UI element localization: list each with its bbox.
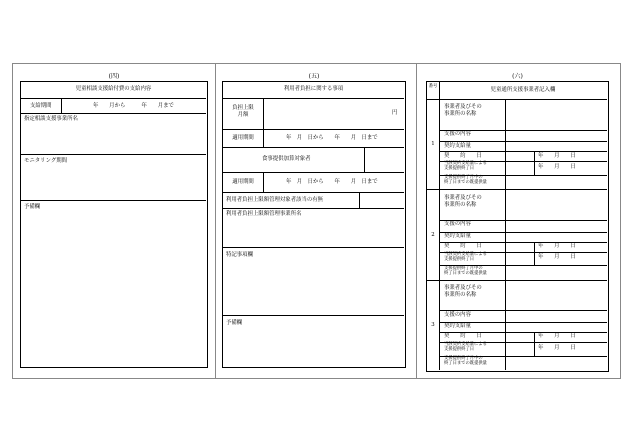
panel6-remaining-label-2: 終了日までの既提供量 <box>444 270 487 276</box>
panel6-remaining-label-1: 支援提供終了月中の <box>444 175 483 181</box>
panel5-reserve-label: 予備欄 <box>226 320 243 326</box>
panel6-end-label-1: 当該契約支給量による <box>444 341 487 347</box>
panel6-end-label-2: 支援提供終了日 <box>444 166 475 172</box>
panel6-row-number: 3 <box>431 321 435 328</box>
panel5-number: (五) <box>308 73 320 80</box>
panel5-meal-label: 食事提供加算対象者 <box>262 156 311 162</box>
panel6-row-number: 2 <box>431 231 435 238</box>
panel5-yen: 円 <box>392 110 398 116</box>
panel4-monitoring-label: モニタリング期間 <box>24 158 68 164</box>
panel6-title: 児童通所支援事業者記入欄 <box>490 87 556 93</box>
panel6-end-date-value: 年 月 日 <box>538 254 576 261</box>
panel5-limit-label-2: 月額 <box>237 112 249 118</box>
panel6-amount-label: 契約支給量 <box>444 142 471 149</box>
panel6-no-label: 番号 <box>428 84 438 89</box>
panel6-content-label: 支援の内容 <box>444 311 471 318</box>
panel6-remaining-label-1: 支援提供終了月中の <box>444 355 483 361</box>
panel6-office-label-1: 事業者及びその <box>444 285 482 292</box>
panel6-end-label-1: 当該契約支給量による <box>444 161 487 167</box>
panel6-contract-date-label: 契 約 日 <box>444 152 482 159</box>
panel6-end-date-value: 年 月 日 <box>538 164 576 171</box>
panel6-contract-date-label: 契 約 日 <box>444 333 482 340</box>
panel6-office-label-2: 事業所の名称 <box>444 292 477 299</box>
panel6-office-label-2: 事業所の名称 <box>444 111 477 118</box>
panel6-contract-date-value: 年 月 日 <box>538 333 576 340</box>
panel6-end-label-1: 当該契約支給量による <box>444 251 487 257</box>
panel5-period-label: 適用期間 <box>232 135 254 141</box>
panel6-content-label: 支援の内容 <box>444 131 471 138</box>
panel6-contract-date-value: 年 月 日 <box>538 243 576 250</box>
panel5-period-value: 年 月 日から 年 月 日まで <box>286 135 378 141</box>
panel6-amount-label: 契約支給量 <box>444 233 471 240</box>
panel6-number: (六) <box>512 73 523 80</box>
panel6-row-number: 1 <box>431 141 435 148</box>
panel-divider-2 <box>416 63 417 379</box>
panel6-contract-date-label: 契 約 日 <box>444 243 482 250</box>
panel5-period2-label: 適用期間 <box>232 179 254 185</box>
panel6-remaining-label-2: 終了日までの既提供量 <box>444 180 487 186</box>
panel6-office-label-1: 事業者及びその <box>444 194 482 201</box>
panel6-content-label: 支援の内容 <box>444 221 471 228</box>
panel6-remaining-label-1: 支援提供終了月中の <box>444 265 483 271</box>
panel-divider-1 <box>215 63 216 379</box>
panel6-amount-label: 契約支給量 <box>444 323 471 330</box>
panel5-box <box>222 81 406 368</box>
panel5-limit-label-1: 負担上限 <box>232 105 254 111</box>
panel6-end-label-2: 支援提供終了日 <box>444 346 475 352</box>
panel6-end-label-2: 支援提供終了日 <box>444 256 475 262</box>
panel5-title: 利用者負担に関する事項 <box>283 86 344 92</box>
panel6-box <box>426 81 609 372</box>
panel4-number: (四) <box>108 73 120 80</box>
panel6-end-date-value: 年 月 日 <box>538 344 576 351</box>
panel6-office-label-1: 事業者及びその <box>444 104 482 111</box>
panel4-reserve-label: 予備欄 <box>24 204 41 210</box>
panel5-special-label: 特記事項欄 <box>226 252 253 258</box>
panel4-period-label: 支給期間 <box>30 103 52 109</box>
panel6-contract-date-value: 年 月 日 <box>538 152 576 159</box>
panel5-period2-value: 年 月 日から 年 月 日まで <box>286 179 378 185</box>
panel4-title: 児童相談支援給付費の支給内容 <box>75 86 152 92</box>
panel5-mgmt-label: 利用者負担上限額管理対象者該当の有無 <box>226 197 324 203</box>
panel4-box <box>20 81 208 368</box>
panel6-remaining-label-2: 終了日までの既提供量 <box>444 360 487 366</box>
panel4-office-label: 指定相談支援事業所名 <box>24 116 78 122</box>
panel5-mgmt-office-label: 利用者負担上限額管理事業所名 <box>226 211 302 217</box>
panel6-office-label-2: 事業所の名称 <box>444 201 477 208</box>
panel4-period-value: 年 月から 年 月まで <box>93 103 174 109</box>
